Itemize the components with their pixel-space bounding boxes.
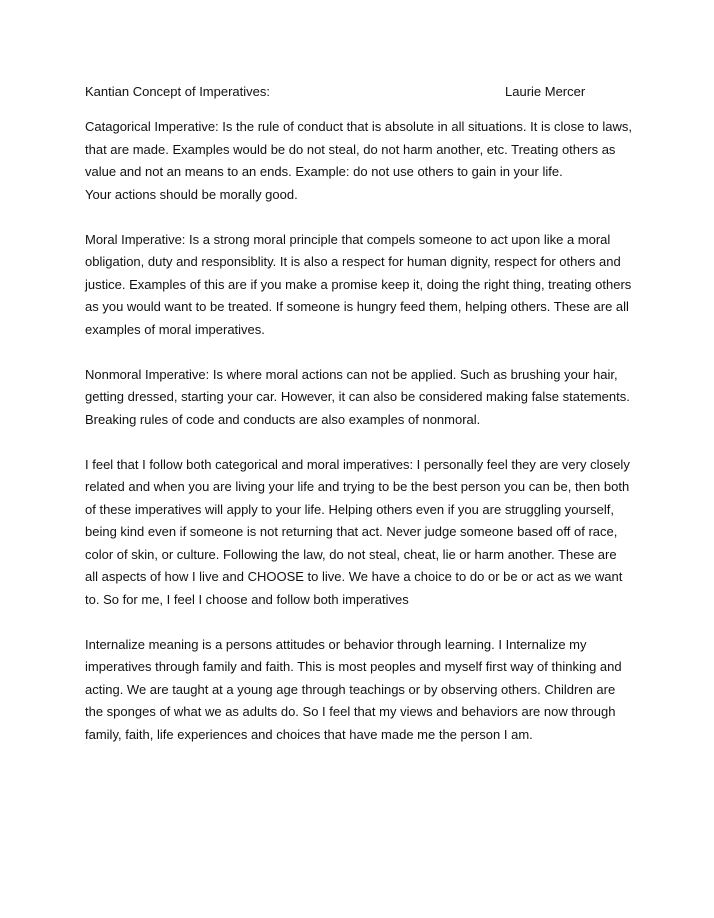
text-line: imperatives through family and faith. This is most peoples and myself first way of thinking and <box>85 659 622 674</box>
text-line: Breaking rules of code and conducts are also examples of nonmoral. <box>85 411 481 427</box>
text-line: acting. We are taught at a young age through teachings or by observing others. Children are <box>85 681 616 697</box>
text-line: Your actions should be morally good. <box>85 186 298 202</box>
text-line: the sponges of what we as adults do. So I feel that my views and behaviors are now through <box>85 704 616 719</box>
text-line: examples of moral imperatives. <box>85 321 265 337</box>
text-line: family, faith, life experiences and choices that have made me the person I am. <box>85 726 533 742</box>
text-line: that are made. Examples would be do not steal, do not harm another, etc. Treating others as <box>85 141 616 157</box>
text-line: Internalize meaning is a persons attitudes or behavior through learning. I Internalize my <box>85 636 587 652</box>
text-line: Nonmoral Imperative: Is where moral actions can not be applied. Such as brushing your hair, <box>85 366 618 382</box>
text-line: related and when you are living your life and trying to be the best person you can be, then both <box>85 479 630 494</box>
text-line: color of skin, or culture. Following the law, do not steal, cheat, lie or harm another. These are <box>85 546 617 562</box>
paragraph-nonmoral-imperative <box>85 364 633 432</box>
text-line: all aspects of how I live and CHOOSE to live. We have a choice to do or be or act as we want <box>85 569 623 584</box>
text-line: value and not an means to an ends. Example: do not use others to gain in your life. <box>85 164 563 179</box>
text-line: I feel that I follow both categorical and moral imperatives: I personally feel they are very closely <box>85 456 630 472</box>
paragraph-personal-reflection <box>85 454 633 612</box>
document-title: Kantian Concept of Imperatives: <box>85 84 270 99</box>
text-line: getting dressed, starting your car. However, it can also be considered making false statements. <box>85 389 630 404</box>
text-line: as you would want to be treated. If someone is hungry feed them, helping others. These are all <box>85 299 629 314</box>
text-line: Catagorical Imperative: Is the rule of conduct that is absolute in all situations. It is close to laws, <box>85 119 632 134</box>
text-line: obligation, duty and responsiblity. It is also a respect for human dignity, respect for others and <box>85 254 621 269</box>
document-body <box>85 116 633 769</box>
text-line: justice. Examples of this are if you make a promise keep it, doing the right thing, treating others <box>85 276 632 292</box>
paragraph-categorical-imperative <box>85 116 633 206</box>
document-header <box>85 82 645 102</box>
author-name: Laurie Mercer <box>505 84 586 99</box>
text-line: Moral Imperative: Is a strong moral principle that compels someone to act upon like a moral <box>85 231 611 247</box>
text-line: to. So for me, I feel I choose and follow both imperatives <box>85 591 409 607</box>
text-line: being kind even if someone is not returning that act. Never judge someone based off of race, <box>85 524 618 539</box>
paragraph-moral-imperative <box>85 229 633 342</box>
text-line: of these imperatives will apply to your life. Helping others even if you are struggling yourself, <box>85 501 614 517</box>
paragraph-internalize <box>85 634 633 747</box>
